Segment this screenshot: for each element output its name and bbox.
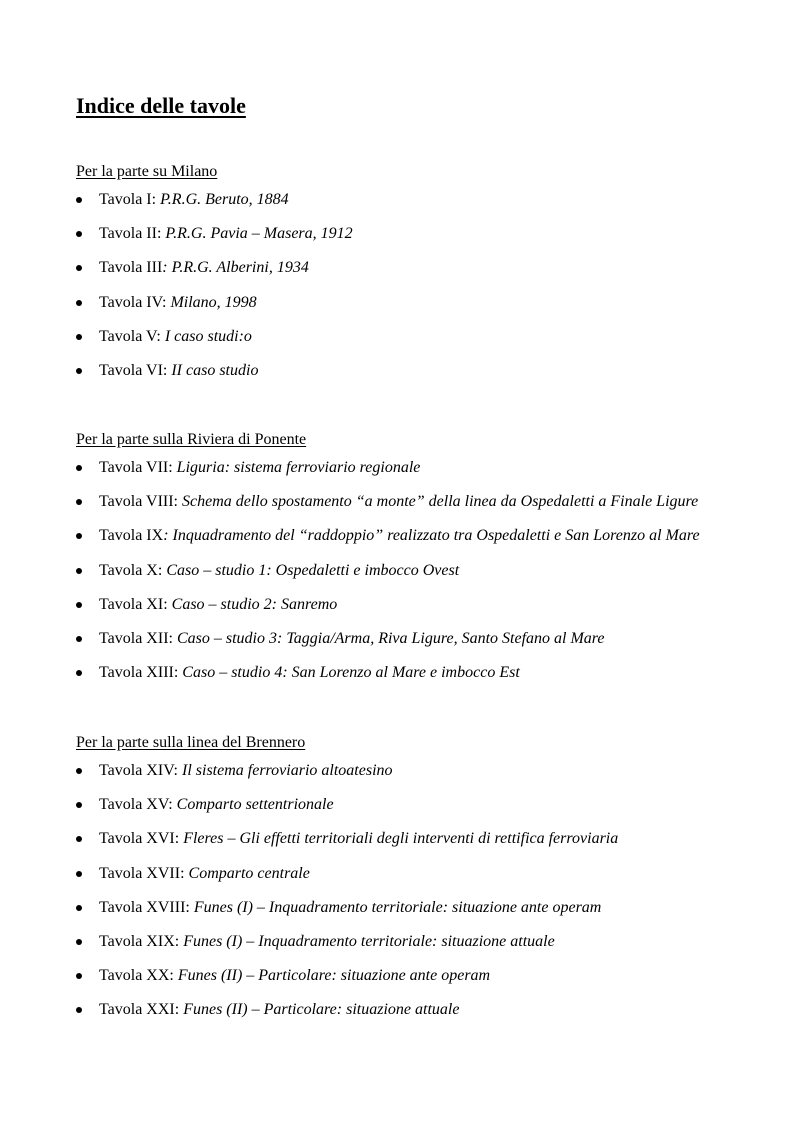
list-item — [76, 754, 776, 788]
section-milano — [76, 161, 776, 388]
plates-list — [76, 754, 776, 1028]
plate-title: P.R.G. Pavia – Masera, 1912 — [165, 225, 353, 243]
bullet-icon — [76, 670, 82, 676]
bullet-icon — [76, 602, 82, 608]
bullet-icon — [76, 768, 82, 774]
list-item — [76, 354, 776, 388]
plate-label: Tavola II: — [99, 225, 166, 243]
plate-title: Caso – studio 1: Ospedaletti e imbocco Ovest — [166, 561, 460, 579]
bullet-icon — [76, 836, 82, 842]
list-item — [76, 891, 776, 925]
plate-title: Funes (II) – Particolare: situazione attuale — [183, 1001, 460, 1019]
plate-label: Tavola XX: — [99, 967, 178, 985]
plate-title: I caso studi:o — [164, 327, 252, 345]
plate-label: Tavola XI: — [99, 595, 172, 613]
plate-title: Caso – studio 4: San Lorenzo al Mare e imbocco Est — [182, 664, 520, 682]
plate-title: P.R.G. Beruto, 1884 — [160, 191, 289, 208]
section-heading: Per la parte sulla Riviera di Ponente — [76, 431, 307, 448]
section-linea-del-brennero — [76, 732, 776, 1028]
plate-label: Tavola I: — [99, 191, 161, 208]
plate-title: Fleres – Gli effetti territoriali degli interventi di rettifica ferroviaria — [183, 830, 619, 848]
plate-label: Tavola IX — [99, 527, 164, 545]
plate-title: Milano, 1998 — [170, 293, 257, 311]
bullet-icon — [76, 973, 82, 979]
plate-label: Tavola XVII: — [99, 864, 189, 882]
plate-label: Tavola IV: — [99, 293, 171, 311]
list-item — [76, 622, 776, 656]
plate-label: Tavola XIX: — [99, 932, 184, 950]
list-item — [76, 554, 776, 588]
plate-title: Caso – studio 2: Sanremo — [171, 595, 338, 613]
bullet-icon — [76, 465, 82, 471]
plate-title: Liguria: sistema ferroviario regionale — [176, 459, 421, 476]
list-item — [76, 286, 776, 320]
bullet-icon — [76, 231, 82, 237]
list-item — [76, 183, 776, 217]
bullet-icon — [76, 499, 82, 505]
plate-title: Funes (I) – Inquadramento territoriale: situazione ante operam — [193, 898, 602, 916]
plate-title: Comparto centrale — [188, 864, 310, 882]
plate-title: Comparto settentrionale — [176, 796, 334, 814]
plate-title: : P.R.G. Alberini, 1934 — [162, 259, 309, 277]
plate-label: Tavola XV: — [99, 796, 177, 814]
bullet-icon — [76, 802, 82, 808]
plate-title: Funes (I) – Inquadramento territoriale: situazione attuale — [183, 932, 555, 950]
list-item — [76, 959, 776, 993]
bullet-icon — [76, 533, 82, 539]
list-item — [76, 519, 776, 553]
bullet-icon — [76, 636, 82, 642]
list-item — [76, 656, 776, 690]
plate-title: Il sistema ferroviario altoatesino — [182, 762, 393, 779]
bullet-icon — [76, 197, 82, 203]
plate-label: Tavola VII: — [99, 459, 177, 476]
list-item — [76, 788, 776, 822]
bullet-icon — [76, 1007, 82, 1013]
list-item — [76, 485, 776, 519]
list-item — [76, 320, 776, 354]
plate-label: Tavola XIII: — [99, 664, 183, 682]
plate-label: Tavola V: — [99, 327, 165, 345]
list-item — [76, 925, 776, 959]
page-title: Indice delle tavole — [76, 93, 246, 118]
bullet-icon — [76, 300, 82, 306]
bullet-icon — [76, 939, 82, 945]
plate-label: Tavola XVIII: — [99, 898, 194, 916]
plate-label: Tavola VI: — [99, 361, 172, 379]
bullet-icon — [76, 334, 82, 340]
plate-title: Schema dello spostamento “a monte” della linea da Ospedaletti a Finale Ligure — [182, 493, 699, 511]
list-item — [76, 451, 776, 485]
bullet-icon — [76, 368, 82, 374]
list-item — [76, 217, 776, 251]
bullet-icon — [76, 871, 82, 877]
list-item — [76, 822, 776, 856]
plate-label: Tavola XII: — [99, 629, 177, 647]
plates-list — [76, 183, 776, 388]
plate-label: Tavola XVI: — [99, 830, 184, 848]
list-item — [76, 993, 776, 1027]
section-heading: Per la parte sulla linea del Brennero — [76, 734, 306, 751]
section-heading: Per la parte su Milano — [76, 163, 218, 180]
plate-label: Tavola XXI: — [99, 1001, 184, 1019]
plate-label: Tavola III — [99, 259, 163, 277]
bullet-icon — [76, 265, 82, 271]
list-item — [76, 857, 776, 891]
bullet-icon — [76, 905, 82, 911]
list-item — [76, 588, 776, 622]
plate-title: II caso studio — [171, 361, 259, 379]
list-item — [76, 251, 776, 285]
bullet-icon — [76, 568, 82, 574]
plates-list — [76, 451, 776, 690]
plate-title: Funes (II) – Particolare: situazione ante operam — [177, 967, 491, 985]
section-riviera-di-ponente — [76, 429, 776, 690]
plate-title: Caso – studio 3: Taggia/Arma, Riva Ligure, Santo Stefano al Mare — [176, 629, 605, 647]
plate-label: Tavola XIV: — [99, 762, 182, 779]
plate-title: : Inquadramento del “raddoppio” realizzato tra Ospedaletti e San Lorenzo al Mare — [163, 527, 700, 545]
plate-label: Tavola VIII: — [99, 493, 182, 511]
plate-label: Tavola X: — [99, 561, 167, 579]
